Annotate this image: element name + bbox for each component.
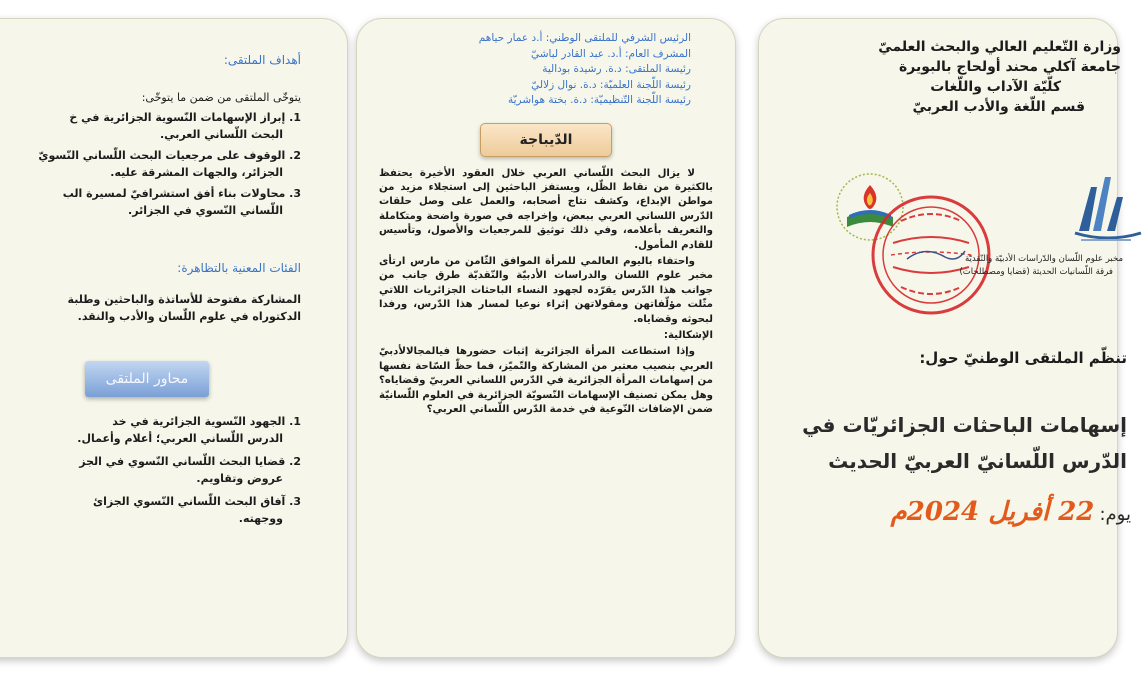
lab-line: مخبر علوم اللّسان والدّراسات الأدبيّة والنّقديّة bbox=[964, 254, 1123, 264]
conference-title-line: الدّرس اللّسانيّ العربيّ الحديث bbox=[828, 449, 1127, 473]
audience-text bbox=[68, 291, 301, 325]
audience-line: المشاركة مفتوحة للأساتذة والباحثين وطلبة bbox=[67, 293, 301, 306]
axis-item-continued: الدرس اللّساني العربي؛ أعلام وأعمال. bbox=[77, 432, 283, 445]
laboratory-caption bbox=[761, 253, 1123, 279]
goals-intro: يتوخّى الملتقى من ضمن ما يتوخّى: bbox=[141, 91, 301, 104]
goal-item: 1. إبراز الإسهامات النّسوية الجزائرية في خ bbox=[69, 111, 301, 124]
staff-line: رئيسة اللّجنة التّنظيميّة: د.ة. بختة هواشريّة bbox=[507, 94, 691, 106]
conference-title bbox=[802, 407, 1127, 479]
axes-list bbox=[77, 409, 301, 527]
goal-item: 3. محاولات بناء أفق استشرافيّ لمسيرة الب bbox=[62, 187, 301, 200]
ministry-line: وزارة التّعليم العالي والبحث العلميّ bbox=[878, 39, 1121, 55]
panel-preamble bbox=[356, 18, 736, 658]
goal-item-continued: البحث اللّساني العربي. bbox=[160, 128, 283, 141]
staff-line: رئيسة اللّجنة العلميّة: د.ة. نوال زلاليّ bbox=[531, 78, 691, 91]
organizing-staff bbox=[379, 31, 713, 109]
problematic-heading: الإشكالية: bbox=[663, 329, 713, 341]
date-label: يوم: bbox=[1099, 504, 1131, 525]
goals-list bbox=[38, 109, 301, 219]
problematic-paragraph: وإذا استطاعت المرأة الجزائرية إثبات حضورها فيالمجالالأدبيّ العربي بنصيب معتبر من المشاركة والتّميّز، فما حظّ السّاحة نفسها من إسهامات المرأة الجزائرية في الدّرس اللساني العربيّ وقضاياه؟ وهل يمكن تصنيف الإسهامات النّسويّة الجزائرية في العلوم اللّسانيّة ضمن الإضافات النّوعية في خدمة الدّرس اللّساني العربي؟ bbox=[379, 346, 713, 415]
preamble-heading: الدّيباجة bbox=[480, 123, 612, 157]
goals-heading: أهداف الملتقى: bbox=[223, 53, 301, 67]
conference-date bbox=[891, 497, 1131, 527]
faculty-line: كلّيّة الآداب واللّغات bbox=[930, 79, 1061, 95]
audience-line: الدكتوراه في علوم اللّسان والأدب والنقد. bbox=[77, 310, 301, 323]
team-line: فرقة اللّسانيات الحديثة (قضايا ومصطلحات) bbox=[959, 267, 1113, 277]
university-logo bbox=[1071, 169, 1145, 249]
staff-line: الرئيس الشرفي للملتقى الوطني: أ.د عمار حياهم bbox=[478, 32, 691, 44]
conference-title-line: إسهامات الباحثات الجزائريّات في bbox=[802, 413, 1127, 437]
goal-item-continued: الجزائر، والجهات المشرقة عليه. bbox=[110, 166, 283, 179]
preamble-paragraph: واحتفاء باليوم العالمي للمرأة الموافق الثّامن من مارس ارتأى مخبر علوم اللسان والدراسات الأدبيّة والنّقديّة طرق جانب من جوانب هذا الدّرس يقرّده لجهود النساء الباحثات الجزائريات اللاتي مثّلت مؤلّفاتهن ومقولاتهن إثراء نوعيا لمسار هذا الدّرس، ورفدا لبحوثه وقضاياه. bbox=[379, 255, 713, 325]
organizes-heading: تنظّم الملتقى الوطنيّ حول: bbox=[919, 349, 1127, 367]
audience-heading: الفئات المعنية بالتظاهرة: bbox=[177, 261, 301, 275]
panel-cover bbox=[758, 18, 1131, 658]
date-value: 22 أفريل 2024م bbox=[890, 497, 1095, 527]
university-line: جامعة آكلي محند أولحاج بالبويرة bbox=[899, 59, 1121, 75]
staff-line: المشرف العام: أ.د. عبد القادر لباشيّ bbox=[530, 47, 691, 60]
institution-header bbox=[781, 37, 1121, 117]
axis-item-continued: عروض وتقاويم. bbox=[196, 472, 283, 485]
goal-item: 2. الوقوف على مرجعيات البحث اللّساني النّسويّ bbox=[38, 149, 301, 162]
staff-line: رئيسة الملتقى: د.ة. رشيدة بودالية bbox=[542, 63, 691, 75]
department-line: قسم اللّغة والأدب العربيّ bbox=[912, 99, 1085, 115]
axis-item-continued: ووجهته. bbox=[238, 512, 283, 525]
axes-heading-button: محاور الملتقى bbox=[85, 361, 209, 397]
panel-goals bbox=[0, 18, 348, 658]
axis-item: 2. قضايا البحث اللّساني النّسوي في الجز bbox=[79, 455, 301, 468]
preamble-paragraph: لا يزال البحث اللّساني العربي خلال العقود الأخيرة يحتفظ بالكثيرة من نقاط الظّل، ويستفز الباحثين إلى استجلاء مزيد من مواطن الإبداع، وكشف نتاج أصحابه، والعمل على وصل حلقات الدّرس اللساني العربي ببعض، وإخراجه في صورة واضحة ومتكاملة والتعريف بأعلامه، وفي ذلك توثيق للمرجعيات والأصول، وتأسيس للقادم المأمول. bbox=[379, 167, 713, 251]
axis-item: 1. الجهود النّسوية الجزائرية في خد bbox=[112, 415, 301, 428]
goal-item-continued: اللّساني النّسوي في الجزائر. bbox=[128, 204, 283, 217]
axis-item: 3. آفاق البحث اللّساني النّسوي الجزائ bbox=[93, 495, 301, 508]
